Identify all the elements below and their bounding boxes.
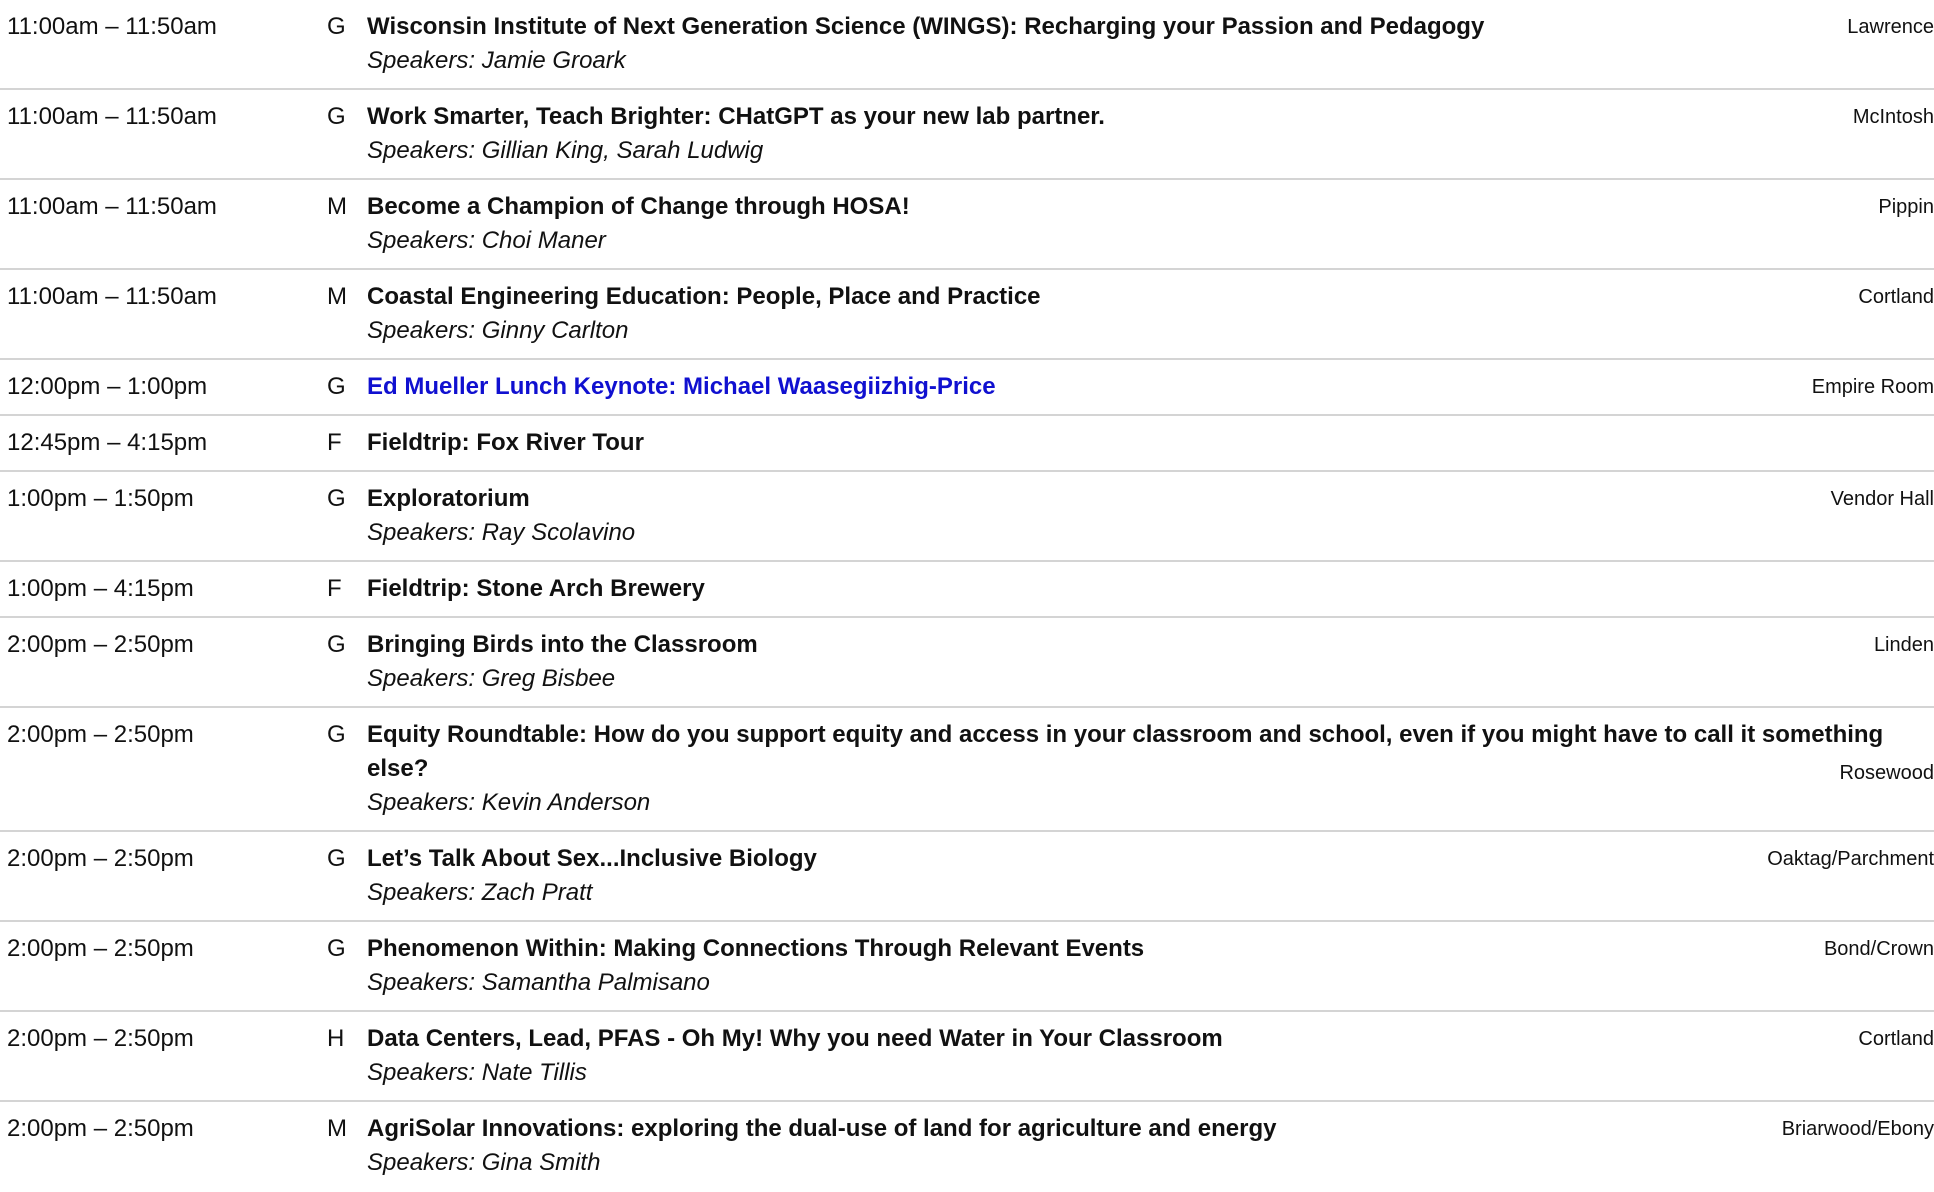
session-time: 2:00pm – 2:50pm <box>7 1025 194 1052</box>
session-speakers: Speakers: Gina Smith <box>367 1149 601 1176</box>
session-row <box>0 1102 1934 1192</box>
session-speakers: Speakers: Jamie Groark <box>367 47 626 74</box>
session-details <box>367 845 1894 910</box>
session-details <box>367 103 1894 168</box>
session-track-code: G <box>327 845 346 872</box>
session-row <box>0 270 1934 360</box>
session-time: 2:00pm – 2:50pm <box>7 1115 194 1142</box>
session-title: Fieldtrip: Stone Arch Brewery <box>367 575 705 602</box>
session-track-code: M <box>327 283 347 310</box>
session-title: Exploratorium <box>367 485 530 512</box>
session-time: 11:00am – 11:50am <box>7 13 217 40</box>
session-title: Coastal Engineering Education: People, Place and Practice <box>367 283 1041 310</box>
session-title: Become a Champion of Change through HOSA! <box>367 193 910 220</box>
session-speakers: Speakers: Zach Pratt <box>367 879 593 906</box>
session-track-code: G <box>327 373 346 400</box>
session-time: 11:00am – 11:50am <box>7 193 217 220</box>
session-time: 1:00pm – 1:50pm <box>7 485 194 512</box>
session-room: Linden <box>1873 634 1934 656</box>
session-speakers: Speakers: Ginny Carlton <box>367 317 629 344</box>
session-speakers: Speakers: Greg Bisbee <box>367 665 616 692</box>
session-title: Equity Roundtable: How do you support equity and access in your classroom and school, even if you might have to call it something else? <box>367 721 1884 782</box>
session-details <box>367 575 1894 606</box>
session-track-code: M <box>327 1115 347 1142</box>
session-room: Oaktag/Parchment <box>1767 848 1934 870</box>
session-track-code: F <box>327 429 342 456</box>
session-track-code: G <box>327 935 346 962</box>
session-title: Bringing Birds into the Classroom <box>367 631 758 658</box>
session-track-code: G <box>327 103 346 130</box>
session-row <box>0 472 1934 562</box>
session-title: Wisconsin Institute of Next Generation Science (WINGS): Recharging your Passion and Pedagogy <box>367 13 1485 40</box>
session-row <box>0 832 1934 922</box>
session-room: Bond/Crown <box>1823 938 1934 960</box>
session-room: McIntosh <box>1852 106 1934 128</box>
session-title: Fieldtrip: Fox River Tour <box>367 429 644 456</box>
session-title-link[interactable]: Ed Mueller Lunch Keynote: Michael Waasegiizhig-Price <box>367 373 996 400</box>
session-details <box>367 631 1894 696</box>
session-time: 12:45pm – 4:15pm <box>7 429 208 456</box>
session-time: 1:00pm – 4:15pm <box>7 575 194 602</box>
session-time: 2:00pm – 2:50pm <box>7 721 194 748</box>
session-speakers: Speakers: Kevin Anderson <box>367 789 651 816</box>
session-details <box>367 373 1894 404</box>
session-track-code: G <box>327 631 346 658</box>
session-details <box>367 193 1894 258</box>
session-speakers: Speakers: Choi Maner <box>367 227 606 254</box>
session-room: Cortland <box>1858 1028 1934 1050</box>
session-time: 11:00am – 11:50am <box>7 283 217 310</box>
session-time: 2:00pm – 2:50pm <box>7 631 194 658</box>
session-details <box>367 1115 1894 1180</box>
session-row <box>0 708 1934 832</box>
session-title: Let’s Talk About Sex...Inclusive Biology <box>367 845 817 872</box>
session-details <box>367 13 1894 78</box>
session-time: 2:00pm – 2:50pm <box>7 845 194 872</box>
session-details <box>367 429 1894 460</box>
session-speakers: Speakers: Ray Scolavino <box>367 519 636 546</box>
session-details <box>367 935 1894 1000</box>
session-track-code: M <box>327 193 347 220</box>
session-room: Cortland <box>1858 286 1934 308</box>
session-room: Vendor Hall <box>1830 488 1934 510</box>
session-row <box>0 1012 1934 1102</box>
session-details <box>367 283 1894 348</box>
session-row <box>0 90 1934 180</box>
session-details <box>367 1025 1894 1090</box>
session-track-code: H <box>327 1025 345 1052</box>
session-row <box>0 562 1934 618</box>
session-speakers: Speakers: Gillian King, Sarah Ludwig <box>367 137 764 164</box>
session-room: Lawrence <box>1847 16 1934 38</box>
session-room: Briarwood/Ebony <box>1781 1118 1934 1140</box>
session-track-code: G <box>327 13 346 40</box>
session-time: 11:00am – 11:50am <box>7 103 217 130</box>
session-title: Phenomenon Within: Making Connections Through Relevant Events <box>367 935 1145 962</box>
session-row <box>0 416 1934 472</box>
session-title: Data Centers, Lead, PFAS - Oh My! Why you need Water in Your Classroom <box>367 1025 1223 1052</box>
session-title: Work Smarter, Teach Brighter: CHatGPT as your new lab partner. <box>367 103 1105 130</box>
session-room: Empire Room <box>1811 376 1934 398</box>
session-row <box>0 618 1934 708</box>
session-track-code: F <box>327 575 342 602</box>
session-speakers: Speakers: Nate Tillis <box>367 1059 587 1086</box>
session-time: 2:00pm – 2:50pm <box>7 935 194 962</box>
session-details <box>367 721 1894 820</box>
session-track-code: G <box>327 485 346 512</box>
session-title: AgriSolar Innovations: exploring the dual-use of land for agriculture and energy <box>367 1115 1277 1142</box>
session-details <box>367 485 1894 550</box>
session-speakers: Speakers: Samantha Palmisano <box>367 969 710 996</box>
session-row <box>0 180 1934 270</box>
session-room: Rosewood <box>1839 762 1934 784</box>
session-time: 12:00pm – 1:00pm <box>7 373 208 400</box>
session-row <box>0 360 1934 416</box>
session-row <box>0 922 1934 1012</box>
session-room: Pippin <box>1878 196 1934 218</box>
session-track-code: G <box>327 721 346 748</box>
session-row <box>0 0 1934 90</box>
